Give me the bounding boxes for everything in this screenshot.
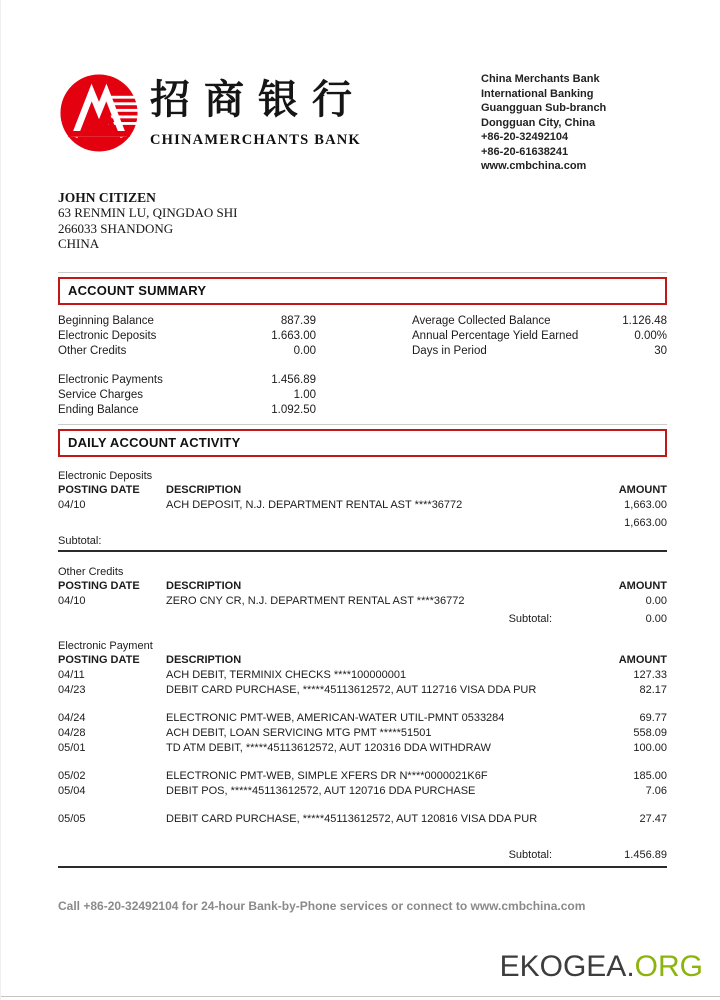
cell-amount: 127.33	[633, 668, 667, 681]
bank-name-english: CHINAMERCHANTS BANK	[150, 132, 361, 148]
cell-date: 04/28	[58, 726, 86, 739]
summary-left-column	[58, 314, 316, 418]
cell-amount: 558.09	[633, 726, 667, 739]
subtotal-label: Subtotal:	[508, 848, 552, 861]
table-row	[58, 741, 667, 756]
table-row	[58, 812, 667, 827]
cell-amount: 82.17	[639, 683, 667, 696]
china-merchants-bank-logo-icon	[58, 72, 140, 154]
summary-value: 1.126.48	[622, 314, 667, 327]
cell-amount: 27.47	[639, 812, 667, 825]
table-header-row	[58, 653, 667, 668]
subtotal-label: Subtotal:	[58, 534, 102, 547]
section-divider	[58, 272, 667, 273]
cell-description: ACH DEBIT, LOAN SERVICING MTG PMT *****51501	[166, 726, 432, 739]
table-row	[58, 668, 667, 683]
col-description: DESCRIPTION	[166, 579, 242, 592]
summary-label: Electronic Payments	[58, 373, 163, 386]
summary-value: 1.092.50	[271, 403, 316, 416]
col-description: DESCRIPTION	[166, 653, 242, 666]
cell-amount: 69.77	[639, 711, 667, 724]
cell-description: ELECTRONIC PMT-WEB, AMERICAN-WATER UTIL-PMNT 0533284	[166, 711, 505, 724]
summary-group-gap	[58, 359, 316, 373]
table-row	[58, 784, 667, 799]
cell-date: 05/05	[58, 812, 86, 825]
recipient-address-block	[58, 190, 667, 252]
cell-description: TD ATM DEBIT, *****45113612572, AUT 120316 DDA WITHDRAW	[166, 741, 491, 754]
subtotal-value: 1.456.89	[624, 848, 667, 861]
summary-row	[58, 388, 316, 403]
col-posting-date: POSTING DATE	[58, 579, 140, 592]
summary-label: Service Charges	[58, 388, 144, 401]
table-header-row	[58, 579, 667, 594]
cell-description: DEBIT CARD PURCHASE, *****45113612572, AUT 112716 VISA DDA PUR	[166, 683, 537, 696]
table-row	[58, 769, 667, 784]
bank-contact-line: Guangguan Sub-branch	[481, 102, 607, 114]
summary-value: 0.00%	[634, 329, 667, 342]
bank-logo-group	[58, 72, 366, 154]
bank-contact-block	[481, 72, 631, 174]
col-amount: AMOUNT	[618, 483, 667, 496]
recipient-address-line: 266033 SHANDONG	[58, 220, 174, 236]
cell-date: 05/02	[58, 769, 86, 782]
summary-value: 1.456.89	[271, 373, 316, 386]
recipient-address-line: CHINA	[58, 236, 100, 251]
summary-row	[58, 344, 316, 359]
page-bottom-rule	[1, 996, 720, 997]
cell-description: ACH DEBIT, TERMINIX CHECKS ****100000001	[166, 668, 407, 681]
summary-row	[412, 329, 667, 344]
cell-date: 05/04	[58, 784, 86, 797]
col-amount: AMOUNT	[618, 579, 667, 592]
bank-phone-secondary: +86-20-61638241	[481, 145, 569, 158]
cell-date: 04/10	[58, 594, 86, 607]
bank-contact-line: China Merchants Bank	[481, 73, 600, 85]
cell-amount: 100.00	[633, 741, 667, 754]
table-row-total	[58, 516, 667, 531]
table-row	[58, 683, 667, 698]
other-credits-subtotal-row	[58, 612, 667, 627]
col-posting-date: POSTING DATE	[58, 653, 140, 666]
cell-date: 04/23	[58, 683, 86, 696]
cell-description: ACH DEPOSIT, N.J. DEPARTMENT RENTAL AST ****36772	[166, 498, 463, 511]
cell-date: 04/24	[58, 711, 86, 724]
summary-label: Annual Percentage Yield Earned	[412, 329, 579, 342]
watermark-green-text: ORG	[634, 950, 703, 983]
cell-amount: 1,663.00	[624, 516, 667, 529]
bank-contact-line: Dongguan City, China	[481, 116, 596, 129]
table-header-row	[58, 483, 667, 498]
bank-website: www.cmbchina.com	[481, 160, 587, 172]
summary-label: Days in Period	[412, 344, 487, 357]
cell-amount: 1,663.00	[624, 498, 667, 511]
subsection-electronic-payment: Electronic Payment	[58, 639, 153, 652]
summary-label: Beginning Balance	[58, 314, 154, 327]
cell-date: 05/01	[58, 741, 86, 754]
bank-contact-line: International Banking	[481, 87, 594, 100]
summary-value: 0.00	[293, 344, 316, 357]
subsection-electronic-deposits: Electronic Deposits	[58, 469, 153, 482]
summary-value: 1.663.00	[271, 329, 316, 342]
cell-date: 04/11	[58, 668, 85, 681]
table-row	[58, 711, 667, 726]
cell-date: 04/10	[58, 498, 86, 511]
ekogea-watermark	[500, 950, 703, 984]
bank-names	[150, 72, 366, 149]
summary-value: 1.00	[293, 388, 316, 401]
cell-amount: 0.00	[645, 594, 667, 607]
recipient-address-line: 63 RENMIN LU, QINGDAO SHI	[58, 205, 238, 220]
summary-label: Ending Balance	[58, 403, 139, 416]
daily-activity-header: DAILY ACCOUNT ACTIVITY	[58, 429, 667, 457]
subtotal-value: 0.00	[645, 612, 667, 625]
cell-description: ZERO CNY CR, N.J. DEPARTMENT RENTAL AST ****36772	[166, 594, 465, 607]
section-divider	[58, 424, 667, 425]
subsection-other-credits: Other Credits	[58, 565, 124, 578]
summary-row	[412, 314, 667, 329]
account-summary-header: ACCOUNT SUMMARY	[58, 277, 667, 305]
summary-row	[58, 314, 316, 329]
table-row	[58, 498, 667, 513]
cell-description: DEBIT CARD PURCHASE, *****45113612572, AUT 120816 VISA DDA PUR	[166, 812, 538, 825]
summary-label: Other Credits	[58, 344, 127, 357]
subtotal-label: Subtotal:	[508, 612, 552, 625]
table-row	[58, 726, 667, 741]
recipient-name: JOHN CITIZEN	[58, 189, 156, 205]
col-amount: AMOUNT	[618, 653, 667, 666]
cell-description: ELECTRONIC PMT-WEB, SIMPLE XFERS DR N****0000021K6F	[166, 769, 488, 782]
cell-amount: 185.00	[633, 769, 667, 782]
summary-label: Average Collected Balance	[412, 314, 551, 327]
bank-by-phone-footer: Call +86-20-32492104 for 24-hour Bank-by-Phone services or connect to www.cmbchina.com	[58, 898, 586, 913]
summary-row	[412, 344, 667, 359]
col-description: DESCRIPTION	[166, 483, 242, 496]
summary-label: Electronic Deposits	[58, 329, 157, 342]
summary-right-column	[412, 314, 667, 418]
table-row	[58, 594, 667, 609]
electronic-payment-subtotal-row	[58, 848, 667, 868]
cell-amount: 7.06	[645, 784, 667, 797]
watermark-dark-text: EKOGEA.	[499, 950, 635, 983]
account-summary-body	[58, 314, 667, 418]
col-posting-date: POSTING DATE	[58, 483, 140, 496]
summary-row	[58, 403, 316, 418]
summary-row	[58, 373, 316, 388]
cell-description: DEBIT POS, *****45113612572, AUT 120716 DDA PURCHASE	[166, 784, 476, 797]
electronic-deposits-subtotal-row	[58, 534, 667, 552]
summary-value: 887.39	[280, 314, 316, 327]
summary-value: 30	[654, 344, 667, 357]
summary-row	[58, 329, 316, 344]
bank-phone-primary: +86-20-32492104	[481, 131, 569, 143]
bank-name-chinese: 招商银行	[150, 77, 366, 123]
statement-header	[58, 72, 667, 174]
